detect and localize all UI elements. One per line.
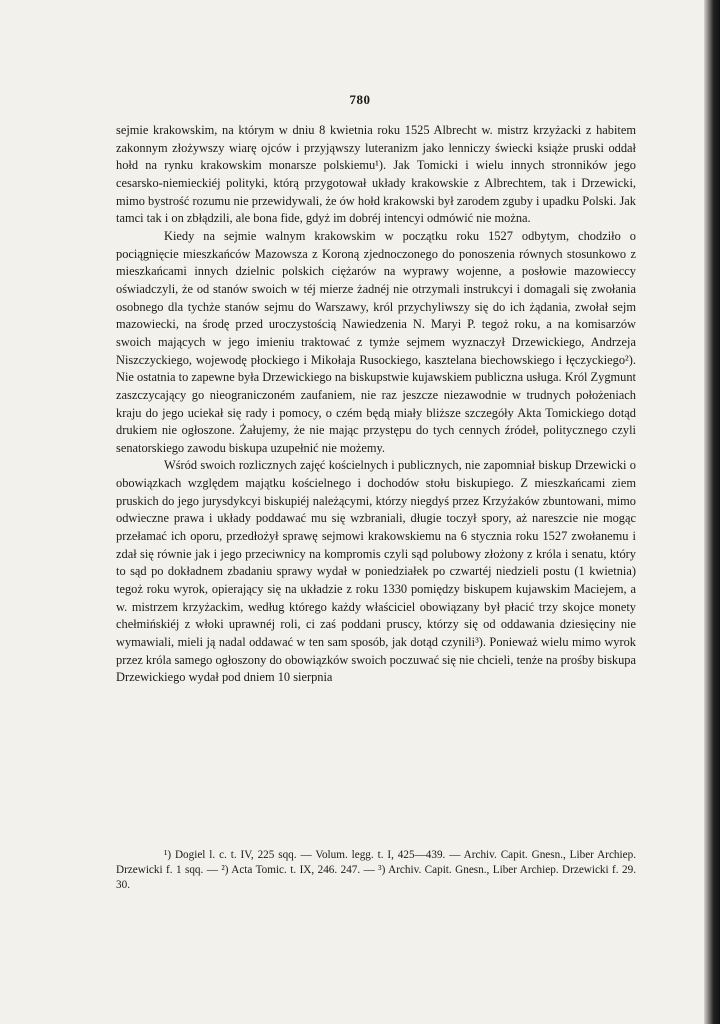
- footnotes: [116, 848, 636, 894]
- page-number: 780: [349, 92, 371, 107]
- paragraph-1: sejmie krakowskim, na którym w dniu 8 kwietnia roku 1525 Albrecht w. mistrz krzyżacki z habitem zakonnym złożywszy wiarę ojców i przyjąwszy luteranizm jako lenniczy świecki książe pruski oddał hołd na rynku krakowskim monarsze polskiemu¹). Jak Tomicki i wielu innych stronników jego cesarsko-niemieckiéj polityki, którą przygotował układy krakowskie z Albrechtem, tak i Drzewicki, mimo bystrość rozumu nie przewidywali, że ów hołd krakowski był zarodem zguby i upadku Polski. Jak tamci tak i on zbłądzili, ale bona fide, gdyż im dobréj intencyi odmówić nie można.: [116, 123, 636, 226]
- footnote-block: ¹) Dogiel l. c. t. IV, 225 sqq. — Volum. legg. t. I, 425—439. — Archiv. Capit. Gnesn., Liber Archiep. Drzewicki f. 1 sqq. — ²) Acta Tomic. t. IX, 246. 247. — ³) Archiv. Capit. Gnesn., Liber Archiep. Drzewicki f. 29. 30.: [116, 849, 636, 892]
- body-text: [116, 122, 636, 687]
- paragraph-3: Wśród swoich rozlicznych zajęć kościelnych i publicznych, nie zapomniał biskup Drzewicki o obowiązkach względem majątku kościelnego i dochodów stołu biskupiego. Z mieszkańcami ziem pruskich do jego jurysdykcyi biskupiéj należącymi, którzy niegdyś przez Krzyżaków zbuntowani, mimo odwieczne prawa i układy poddawać mu się wzbraniali, długie toczył spory, aż nareszcie nie mogąc przełamać ich oporu, przedłożył sprawę sejmowi krakowskiemu na 6 stycznia roku 1527 zwołanemu i zdał się równie jak i jego przeciwnicy na kompromis czyli sąd polubowy złożony z króla i senatu, który to sąd po dokładnem zbadaniu sprawy wydał w poniedziałek po czwartéj niedzieli postu (1 kwietnia) tegoż roku wyrok, opierający się na układzie z roku 1330 pomiędzy biskupem kujawskim Maciejem, a w. mistrzem krzyżackim, według którego każdy właściciel obowiązany był płacić trzy skojce monety chełmińskiéj z włoki uprawnéj roli, ci zaś poddani pruscy, którzy się od oddawania dziesięciny nie wymawiali, mieli ją nadal oddawać w ten sam sposób, jak dotąd czynili³). Ponieważ wielu mimo wyrok przez króla samego ogłoszony do obowiązków swoich poczuwać się nie chcieli, tenże na prośby biskupa Drzewickiego wydał pod dniem 10 sierpnia: [116, 458, 636, 685]
- scan-edge: [704, 0, 720, 1024]
- paragraph-2: Kiedy na sejmie walnym krakowskim w początku roku 1527 odbytym, chodziło o pociągnięcie mieszkańców Mazowsza z Koroną zjednoczonego do ponoszenia równych stosunkowo z mieszkańcami innych dzielnic polskich ciężarów na wyprawy wojenne, a posłowie mazowieccy oświadczyli, że od stanów swoich w téj mierze żadnéj nie otrzymali instrukcyi i domagali się zwołania osobnego dla tychże stanów sejmu do Warszawy, król przychyliwszy się do ich żądania, zwołał sejm mazowiecki, na środę przed uroczystością Nawiedzenia N. Maryi P. tegoż roku, a na komisarzów swoich mających w jego imieniu traktować z tymże sejmem wyznaczył Drzewickiego, Andrzeja Niszczyckiego, wojewodę płockiego i Mikołaja Rusockiego, kasztelana biechowskiego i łęczyckiego²). Nie ostatnia to zapewne była Drzewickiego na biskupstwie kujawskiem publiczna usługa. Król Zygmunt zaszczycający go nieograniczoném zaufaniem, nie raz jeszcze niezawodnie w trudnych położeniach kraju do jego uciekał się rady i pomocy, o czém będą miały bliższe szczegóły Akta Tomickiego dotąd drukiem nie ogłoszone. Żałujemy, że nie mając przystępu do tych cennych źródeł, politycznego czyli senatorskiego zawodu biskupa uzupełnić nie możemy.: [116, 228, 636, 455]
